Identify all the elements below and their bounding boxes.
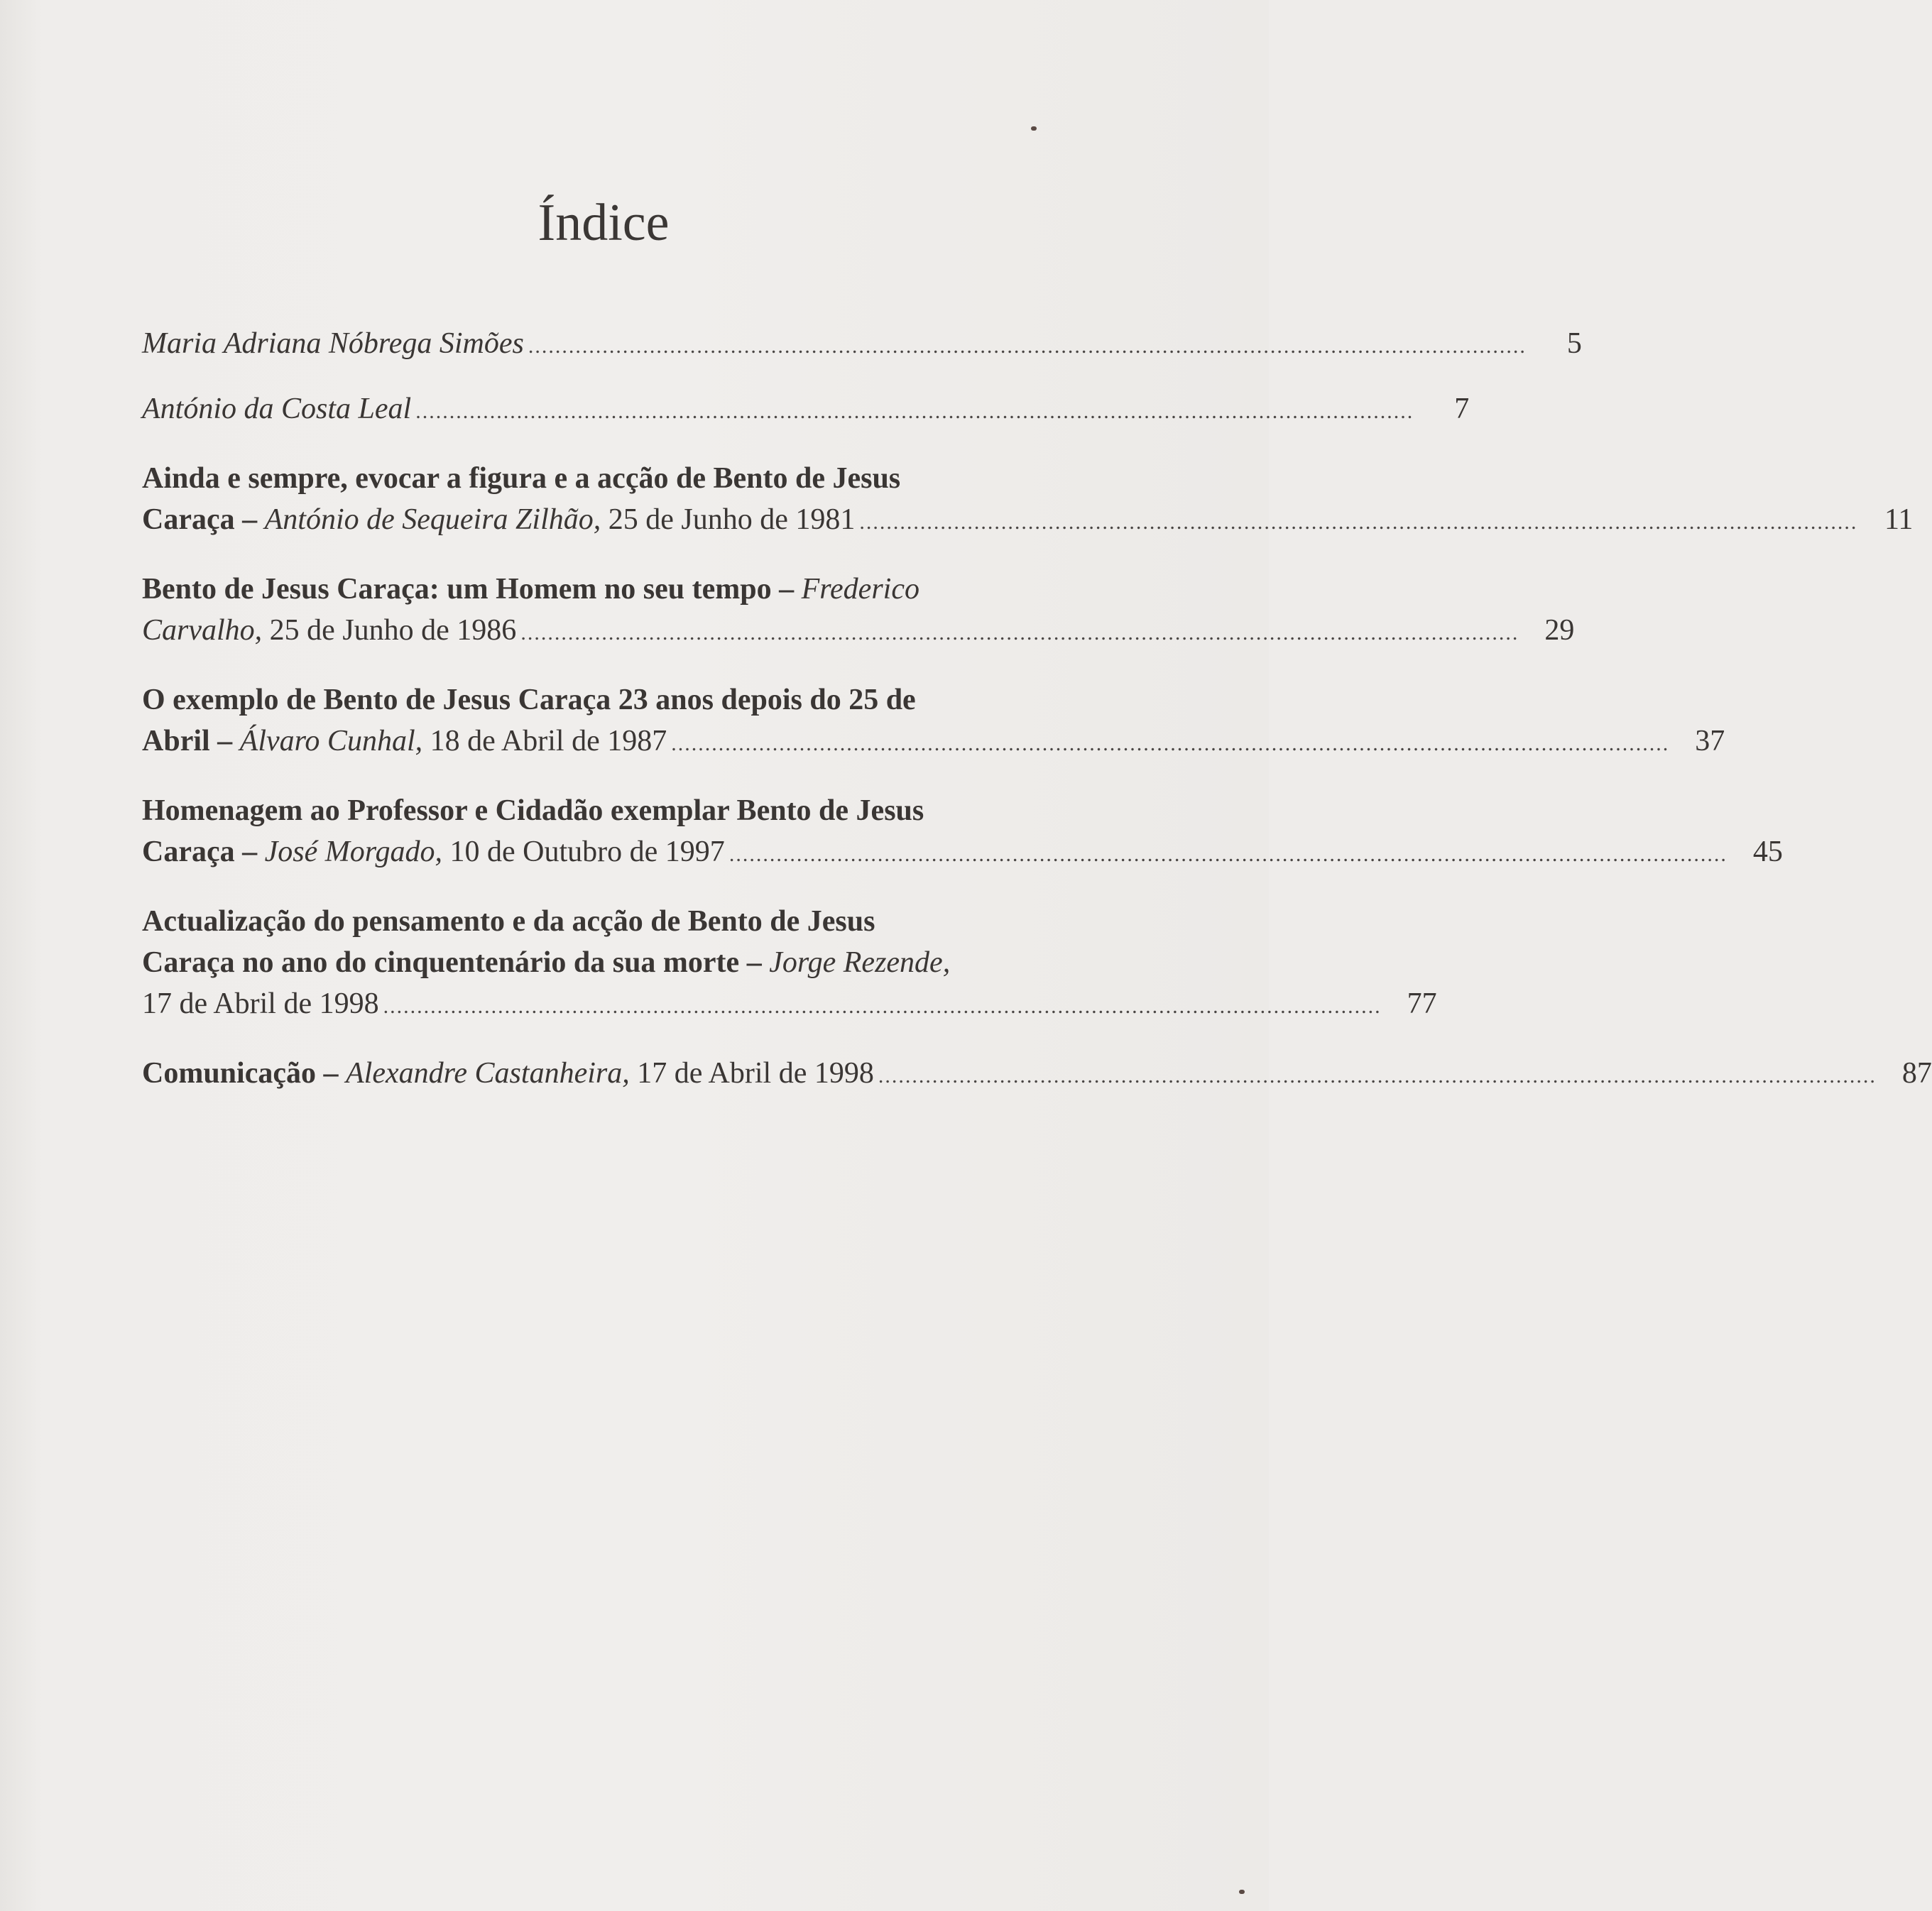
entry-page-number: 77 — [1407, 987, 1437, 1020]
entry-date: 17 de Abril de 1998 — [629, 1057, 874, 1090]
entry-date: 25 de Junho de 1986 — [262, 614, 517, 647]
entry-page-number: 5 — [1566, 327, 1582, 360]
entry-page-number: 37 — [1695, 725, 1725, 757]
ink-speck — [1239, 1890, 1245, 1894]
entry-page-number: 11 — [1884, 503, 1914, 536]
toc-entry — [142, 1053, 1932, 1097]
dot-leader: .................................................................................................................................................... — [728, 843, 1728, 866]
entry-title: Actualização do pensamento e da acção de Bento de Jesus — [142, 905, 875, 938]
entry-author-cont: Carvalho, — [142, 614, 263, 647]
entry-date: 17 de Abril de 1998 — [142, 987, 379, 1020]
entry-date: 18 de Abril de 1987 — [422, 725, 667, 757]
entry-title: Homenagem ao Professor e Cidadão exemplar Bento de Jesus — [142, 794, 924, 827]
entry-page-number: 29 — [1544, 614, 1575, 647]
toc-entry — [142, 388, 1470, 432]
entry-title-cont: Caraça no ano do cinquentenário da sua morte – — [142, 946, 770, 979]
dot-leader: .................................................................................................................................................... — [383, 995, 1382, 1018]
table-of-contents — [142, 323, 1932, 1122]
entry-author: José Morgado, — [264, 836, 443, 868]
toc-entry — [142, 569, 1575, 654]
entry-title: O exemplo de Bento de Jesus Caraça 23 anos depois do 25 de — [142, 684, 916, 716]
toc-entry — [142, 458, 1914, 543]
entry-page-number: 45 — [1752, 836, 1783, 868]
entry-title-cont: Caraça – — [142, 836, 265, 868]
entry-author: António de Sequeira Zilhão, — [264, 503, 601, 536]
entry-author: António da Costa Leal — [142, 393, 412, 425]
entry-author: Maria Adriana Nóbrega Simões — [142, 327, 524, 360]
entry-author: Álvaro Cunhal, — [239, 725, 423, 757]
page-title: Índice — [537, 194, 670, 252]
entry-title-cont: Abril – — [142, 725, 240, 757]
entry-date: 10 de Outubro de 1997 — [442, 836, 725, 868]
toc-entry — [142, 323, 1582, 367]
entry-title: Ainda e sempre, evocar a figura e a acção de Bento de Jesus — [142, 462, 901, 495]
dot-leader: .................................................................................................................................................... — [415, 400, 1414, 423]
toc-entry — [142, 790, 1783, 875]
entry-page-number: 7 — [1454, 393, 1470, 425]
entry-author: Jorge Rezende, — [769, 946, 951, 979]
entry-title: Bento de Jesus Caraça: um Homem no seu tempo – — [142, 573, 802, 606]
toc-entry — [142, 679, 1725, 765]
dot-leader: .................................................................................................................................................... — [520, 621, 1519, 645]
toc-entry — [142, 901, 1437, 1027]
dot-leader: .................................................................................................................................................... — [671, 732, 1670, 755]
dot-leader: .................................................................................................................................................... — [878, 1064, 1877, 1088]
entry-title: Comunicação – — [142, 1057, 346, 1090]
entry-author: Alexandre Castanheira, — [346, 1057, 630, 1090]
dot-leader: .................................................................................................................................................... — [528, 334, 1527, 358]
entry-title-cont: Caraça – — [142, 503, 265, 536]
entry-author: Frederico — [801, 573, 919, 606]
ink-speck — [1031, 126, 1037, 131]
entry-date: 25 de Junho de 1981 — [601, 503, 856, 536]
entry-page-number: 87 — [1901, 1057, 1932, 1090]
dot-leader: .................................................................................................................................................... — [859, 510, 1858, 534]
